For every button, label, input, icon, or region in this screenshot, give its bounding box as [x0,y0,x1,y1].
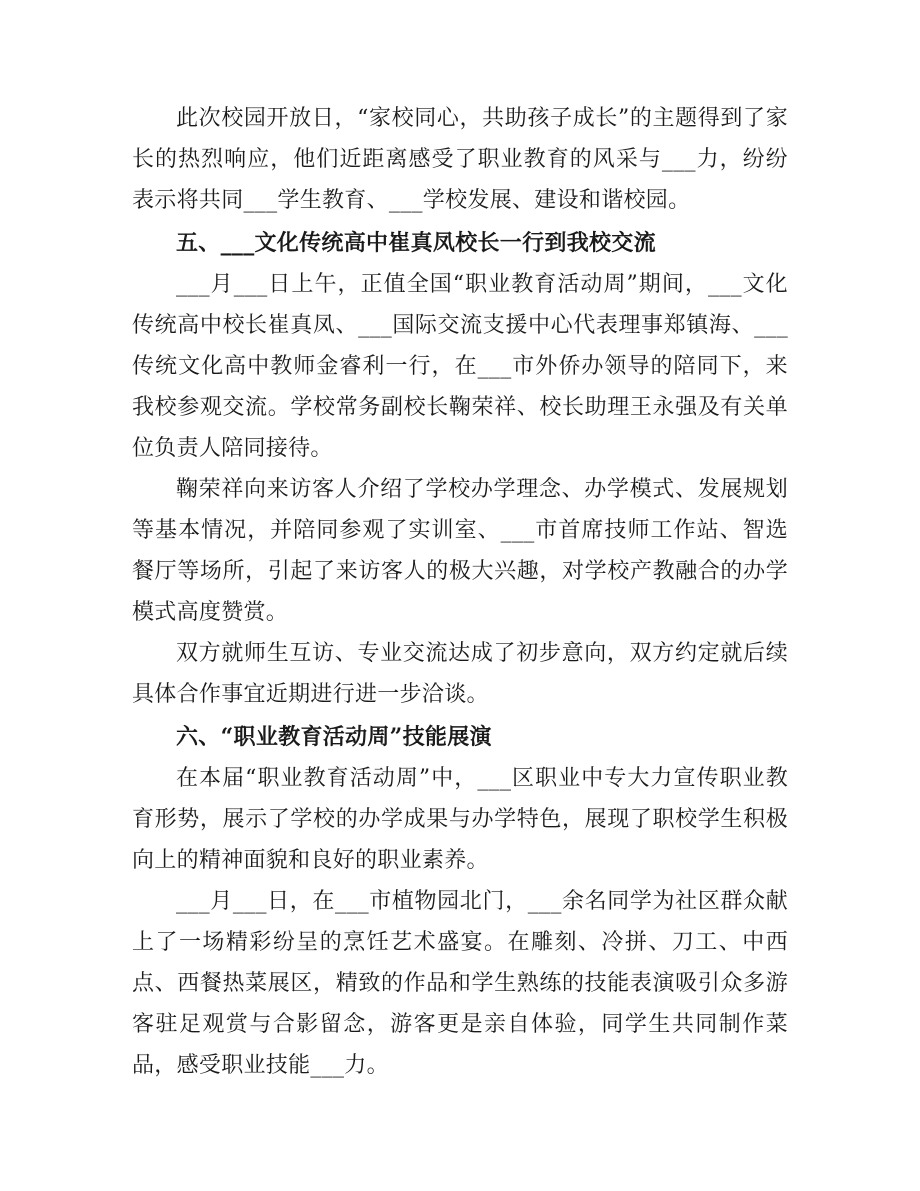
paragraph-school-introduction: 鞠荣祥向来访客人介绍了学校办学理念、办学模式、发展规划等基本情况，并陪同参观了实训室、___市首席技师工作站、智选餐厅等场所，引起了来访客人的极大兴趣，对学校产教融合的办学模式高度赞赏。 [132,477,788,625]
paragraph-open-day-summary: 此次校园开放日，“家校同心，共助孩子成长”的主题得到了家长的热烈响应，他们近距离感受了职业教育的风采与___力，纷纷表示将共同___学生教育、___学校发展、建设和谐校园。 [132,106,788,213]
paragraph-cooperation-intent: 双方就师生互访、专业交流达成了初步意向，双方约定就后续具体合作事宜近期进行进一步洽谈。 [132,641,788,707]
section-heading-6: 六、“职业教育活动周”技能展演 [176,724,492,750]
paragraph-cooking-showcase: ___月___日，在___市植物园北门，___余名同学为社区群众献上了一场精彩纷呈的烹饪艺术盛宴。在雕刻、冷拼、刀工、中西点、西餐热菜展区，精致的作品和学生熟练的技能表演吸引众多游客驻足观赏与合影留念，游客更是亲自体验，同学生共同制作菜品，感受职业技能___力。 [132,889,788,1078]
document-body [132,98,788,1086]
section-heading-5: 五、___文化传统高中崔真凤校长一行到我校交流 [176,230,656,256]
paragraph-visit-details: ___月___日上午，正值全国“职业教育活动周”期间，___文化传统高中校长崔真凤、___国际交流支援中心代表理事郑镇海、___传统文化高中教师金睿利一行，在___市外侨办领导的陪同下，来我校参观交流。学校常务副校长鞠荣祥、校长助理王永强及有关单位负责人陪同接待。 [132,272,788,461]
paragraph-activity-week: 在本届“职业教育活动周”中，___区职业中专大力宣传职业教育形势，展示了学校的办学成果与办学特色，展现了职校学生积极向上的精神面貌和良好的职业素养。 [132,766,788,873]
